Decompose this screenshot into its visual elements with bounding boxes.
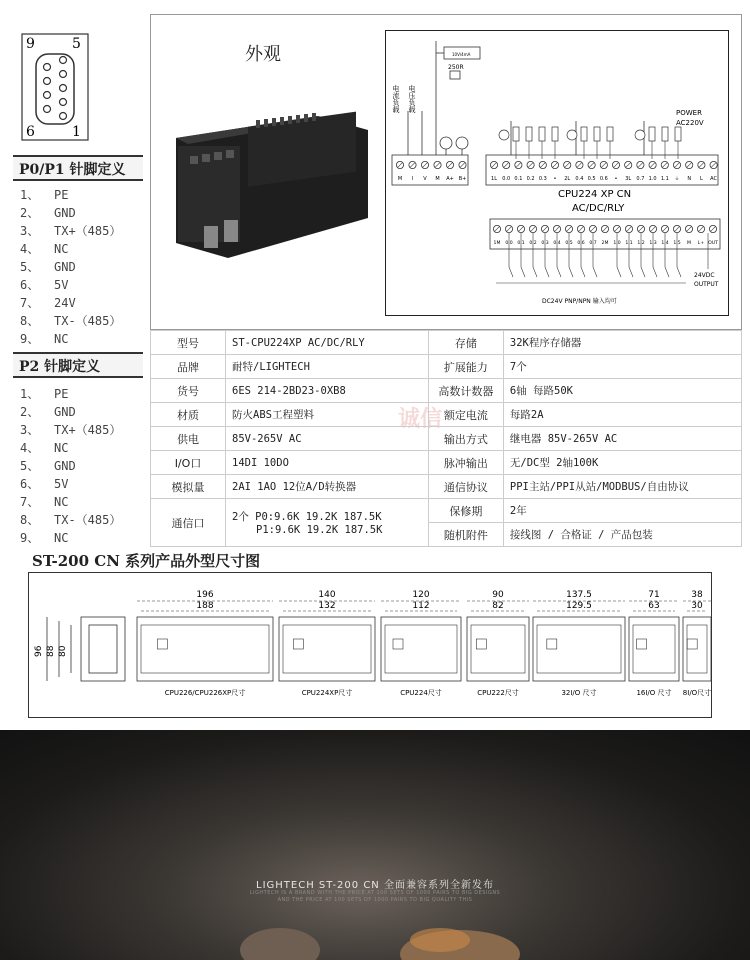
terminal-label: 1.2 (637, 241, 645, 246)
inner-width-label: 129.5 (566, 601, 592, 611)
pin-row (20, 312, 150, 330)
input-switch (569, 267, 573, 277)
module-caption: CPU226/CPU226XP尺寸 (164, 689, 246, 697)
terminal-label: 0.4 (575, 176, 584, 182)
spec-table (150, 330, 742, 547)
spec-label: 扩展能力 (428, 355, 503, 379)
pin-row (20, 475, 150, 493)
out-label-2: OUTPUT (694, 281, 719, 288)
terminal-label: N (687, 176, 692, 182)
pin-function: 5V (54, 278, 69, 292)
spec-row (151, 475, 742, 499)
load-symbol (607, 127, 613, 141)
terminal-label: 0.5 (587, 176, 596, 182)
pin-number: 4、 (20, 441, 40, 455)
spec-value: 2AI 1AO 12位A/D转换器 (226, 475, 429, 499)
pin-function: PE (54, 188, 69, 202)
terminal-label: 0.6 (577, 241, 585, 246)
pin-row (20, 276, 150, 294)
module-caption: 16I/O 尺寸 (636, 689, 672, 697)
outer-width-label: 196 (196, 590, 214, 600)
pin-number: 7、 (20, 296, 40, 310)
input-note: DC24V PNP/NPN 输入均可 (542, 298, 617, 305)
pin-row (20, 529, 150, 547)
spec-value (226, 499, 429, 547)
spec-label: 输出方式 (428, 427, 503, 451)
spec-label: 材质 (151, 403, 226, 427)
pin-function: NC (54, 441, 69, 455)
load-symbol (649, 127, 655, 141)
resistor-box-label: 10V/4mA (452, 52, 471, 57)
spec-label: 脉冲输出 (428, 451, 503, 475)
terminal-label: • (614, 176, 618, 182)
spec-label: 额定电流 (428, 403, 503, 427)
out-label: 24VDC (694, 272, 715, 279)
dimensions-panel (28, 572, 712, 718)
terminal-label: ⏚ (674, 176, 680, 182)
source-symbol (499, 130, 509, 140)
input-switch (677, 267, 681, 277)
input-switch (533, 267, 537, 277)
spec-label: 通信口 (151, 499, 226, 547)
pin-row (20, 421, 150, 439)
pin-number: 1、 (20, 387, 40, 401)
terminal-label: 0.6 (599, 176, 608, 182)
module-caption: CPU222尺寸 (477, 689, 519, 697)
watermark: 诚信 (398, 407, 443, 432)
pin-row (20, 240, 150, 258)
outer-width-label: 71 (648, 590, 660, 600)
load-symbol (594, 127, 600, 141)
spec-value-line: 2个 P0:9.6K 19.2K 187.5K (232, 511, 382, 523)
module-caption: CPU224XP尺寸 (301, 689, 353, 697)
spec-label: 供电 (151, 427, 226, 451)
terminal-label: 1.0 (648, 176, 657, 182)
spec-value: 继电器 85V-265V AC (503, 427, 741, 451)
load-symbol (513, 127, 519, 141)
pin-number: 6、 (20, 477, 40, 491)
terminal-label: L (700, 176, 703, 182)
input-switch (653, 267, 657, 277)
terminal-label: 0.3 (541, 241, 549, 246)
pin-number: 5、 (20, 459, 40, 473)
input-switch (521, 267, 525, 277)
pin-function: NC (54, 531, 69, 545)
module-caption: 32I/O 尺寸 (561, 689, 597, 697)
load-symbol (539, 127, 545, 141)
terminal-label: 0.1 (517, 241, 525, 246)
terminal-label: 1.3 (649, 241, 657, 246)
spec-row (151, 499, 742, 523)
load-symbol (581, 127, 587, 141)
pin-number: 8、 (20, 513, 40, 527)
power-voltage-label: AC220V (676, 119, 704, 127)
pin-row (20, 186, 150, 204)
terminal-label: 1M (493, 241, 501, 246)
height-label-96: 96 (34, 645, 44, 657)
pin-row (20, 385, 150, 403)
dimensions-title: ST-200 CN 系列产品外型尺寸图 (32, 552, 261, 570)
resistor-label: 250R (448, 64, 464, 71)
pin-function: PE (54, 387, 69, 401)
load-symbol (526, 127, 532, 141)
spec-value: 防火ABS工程塑料 (226, 403, 429, 427)
terminal-label: 1.0 (613, 241, 621, 246)
spec-value: 14DI 10DO (226, 451, 429, 475)
inner-width-label: 82 (492, 601, 504, 611)
load-symbol (675, 127, 681, 141)
outer-width-label: 90 (492, 590, 504, 600)
terminal-label: 0.0 (502, 176, 511, 182)
pin-function: TX+（485） (54, 423, 122, 437)
spec-label: 保修期 (428, 499, 503, 523)
pin-function: TX-（485） (54, 513, 122, 527)
pin-row (20, 493, 150, 511)
inner-width-label: 132 (318, 601, 336, 611)
pin-label-9: 9 (26, 36, 35, 52)
p2-pin-list (20, 385, 150, 547)
terminal-label: M (435, 176, 440, 182)
terminal-label: 0.0 (505, 241, 513, 246)
spec-value: 每路2A (503, 403, 741, 427)
inner-width-label: 63 (648, 601, 660, 611)
module-caption: 8I/O尺寸 (682, 689, 712, 697)
outer-width-label: 140 (318, 590, 336, 600)
input-switch (557, 267, 561, 277)
power-label: POWER (676, 109, 702, 117)
pin-row (20, 403, 150, 421)
pin-row (20, 511, 150, 529)
spec-value: 接线图 / 合格证 / 产品包装 (503, 523, 741, 547)
banner-title: LIGHTECH ST-200 CN 全面兼容系列全新发布 (256, 880, 494, 891)
pin-function: NC (54, 242, 69, 256)
terminal-label: AC (710, 176, 718, 182)
pin-row (20, 330, 150, 348)
outer-width-label: 120 (412, 590, 430, 600)
pin-number: 2、 (20, 405, 40, 419)
model-label: CPU224 XP CN (558, 189, 632, 200)
input-switch (581, 267, 585, 277)
pin-row (20, 439, 150, 457)
pin-number: 1、 (20, 188, 40, 202)
pin-number: 6、 (20, 278, 40, 292)
load-symbol (662, 127, 668, 141)
terminal-label: A+ (446, 176, 454, 182)
terminal-label: I (411, 176, 414, 182)
spec-label: I/O口 (151, 451, 226, 475)
spec-label: 存储 (428, 331, 503, 355)
pin-number: 5、 (20, 260, 40, 274)
pin-function: GND (54, 405, 76, 419)
terminal-label: 1.5 (673, 241, 681, 246)
pin-row (20, 457, 150, 475)
spec-value: 6轴 每路50K (503, 379, 741, 403)
spec-row (151, 355, 742, 379)
spec-value: 85V-265V AC (226, 427, 429, 451)
spec-label: 随机附件 (428, 523, 503, 547)
spec-value: 32K程序存储器 (503, 331, 741, 355)
pin-function: NC (54, 332, 69, 346)
outer-width-label: 38 (691, 590, 703, 600)
pin-number: 4、 (20, 242, 40, 256)
pin-function: NC (54, 495, 69, 509)
terminal-label: 0.5 (565, 241, 573, 246)
terminal-label: 1.1 (625, 241, 633, 246)
spec-label: 通信协议 (428, 475, 503, 499)
wiring-diagram (385, 30, 729, 316)
height-label-88: 88 (46, 645, 56, 657)
current-load-label: 电流负载 (392, 85, 400, 113)
pin-row (20, 204, 150, 222)
input-switch (629, 267, 633, 277)
spec-label: 型号 (151, 331, 226, 355)
terminal-label: 3L (625, 176, 632, 182)
plc-product-image (168, 108, 368, 268)
source-symbol (567, 130, 577, 140)
spec-value: 无/DC型 2轴100K (503, 451, 741, 475)
pin-number: 9、 (20, 332, 40, 346)
exterior-title: 外观 (245, 44, 281, 65)
terminal-label: 1L (491, 176, 497, 182)
voltage-load-label: 电压负载 (408, 85, 416, 113)
spec-label: 货号 (151, 379, 226, 403)
source-symbol (635, 130, 645, 140)
terminal-label: V (423, 176, 427, 182)
spec-row (151, 451, 742, 475)
terminal-label: 1.1 (660, 176, 669, 182)
input-switch (665, 267, 669, 277)
spec-value: ST-CPU224XP AC/DC/RLY (226, 331, 429, 355)
banner-subtitle-1: LIGHTECH IS A BRAND WITH THE PRICE AT 100 SETS OF 1000 PAIRS TO BIG DESIGNS (249, 890, 501, 896)
terminal-label: 0.4 (553, 241, 561, 246)
terminal-label: 0.7 (636, 176, 645, 182)
db9-connector-diagram (20, 32, 90, 142)
pin-function: TX+（485） (54, 224, 122, 238)
spec-value: 2年 (503, 499, 741, 523)
pin-function: GND (54, 206, 76, 220)
terminal-label: B+ (458, 176, 467, 182)
terminal-label: 2M (601, 241, 609, 246)
terminal-label: L+ (697, 241, 705, 246)
pin-label-5: 5 (72, 36, 81, 52)
pin-row (20, 222, 150, 240)
input-switch (641, 267, 645, 277)
inner-width-label: 112 (412, 601, 430, 611)
spec-label: 高数计数器 (428, 379, 503, 403)
pin-label-6: 6 (26, 124, 35, 140)
pin-function: TX-（485） (54, 314, 122, 328)
pin-number: 7、 (20, 495, 40, 509)
terminal-label: 0.3 (538, 176, 547, 182)
pin-number: 3、 (20, 423, 40, 437)
spec-value: 6ES 214-2BD23-0XB8 (226, 379, 429, 403)
terminal-label: OUT (708, 241, 718, 246)
p2-title: P2 针脚定义 (13, 352, 143, 378)
pin-row (20, 294, 150, 312)
pin-row (20, 258, 150, 276)
spec-row (151, 403, 742, 427)
pin-function: 24V (54, 296, 76, 310)
load-symbol (552, 127, 558, 141)
type-label: AC/DC/RLY (572, 203, 625, 214)
input-switch (593, 267, 597, 277)
pin-function: GND (54, 459, 76, 473)
terminal-label: 0.7 (589, 241, 597, 246)
spec-value: PPI主站/PPI从站/MODBUS/自由协议 (503, 475, 741, 499)
terminal-label: 1.4 (661, 241, 669, 246)
spec-value-line: P1:9.6K 19.2K 187.5K (256, 524, 383, 536)
terminal-label: 0.2 (526, 176, 535, 182)
inner-width-label: 188 (196, 601, 214, 611)
terminal-label: • (553, 176, 557, 182)
inner-width-label: 30 (691, 601, 703, 611)
spec-row (151, 379, 742, 403)
module-caption: CPU224尺寸 (400, 689, 442, 697)
outer-width-label: 137.5 (566, 590, 592, 600)
banner-subtitle-2: AND THE PRICE AT 100 SETS OF 1000 PAIRS TO BIG QUALITY THIS (277, 897, 473, 903)
spec-row (151, 427, 742, 451)
pin-number: 2、 (20, 206, 40, 220)
terminal-label: M (397, 176, 403, 182)
pin-function: 5V (54, 477, 69, 491)
input-switch (509, 267, 513, 277)
height-label-80: 80 (58, 645, 68, 657)
pin-function: GND (54, 260, 76, 274)
input-switch (545, 267, 549, 277)
promo-banner (0, 730, 750, 960)
pin-label-1: 1 (72, 124, 81, 140)
terminal-label: 2L (564, 176, 571, 182)
spec-value: 7个 (503, 355, 741, 379)
terminal-label: 0.1 (514, 176, 523, 182)
spec-value: 耐特/LIGHTECH (226, 355, 429, 379)
spec-label: 品牌 (151, 355, 226, 379)
pin-number: 9、 (20, 531, 40, 545)
pin-number: 8、 (20, 314, 40, 328)
spec-label: 模拟量 (151, 475, 226, 499)
pin-number: 3、 (20, 224, 40, 238)
terminal-label: 0.2 (529, 241, 537, 246)
p0p1-pin-list (20, 186, 150, 348)
terminal-label: M (687, 241, 691, 246)
input-switch (617, 267, 621, 277)
spec-row (151, 331, 742, 355)
p0p1-title: P0/P1 针脚定义 (13, 155, 143, 181)
